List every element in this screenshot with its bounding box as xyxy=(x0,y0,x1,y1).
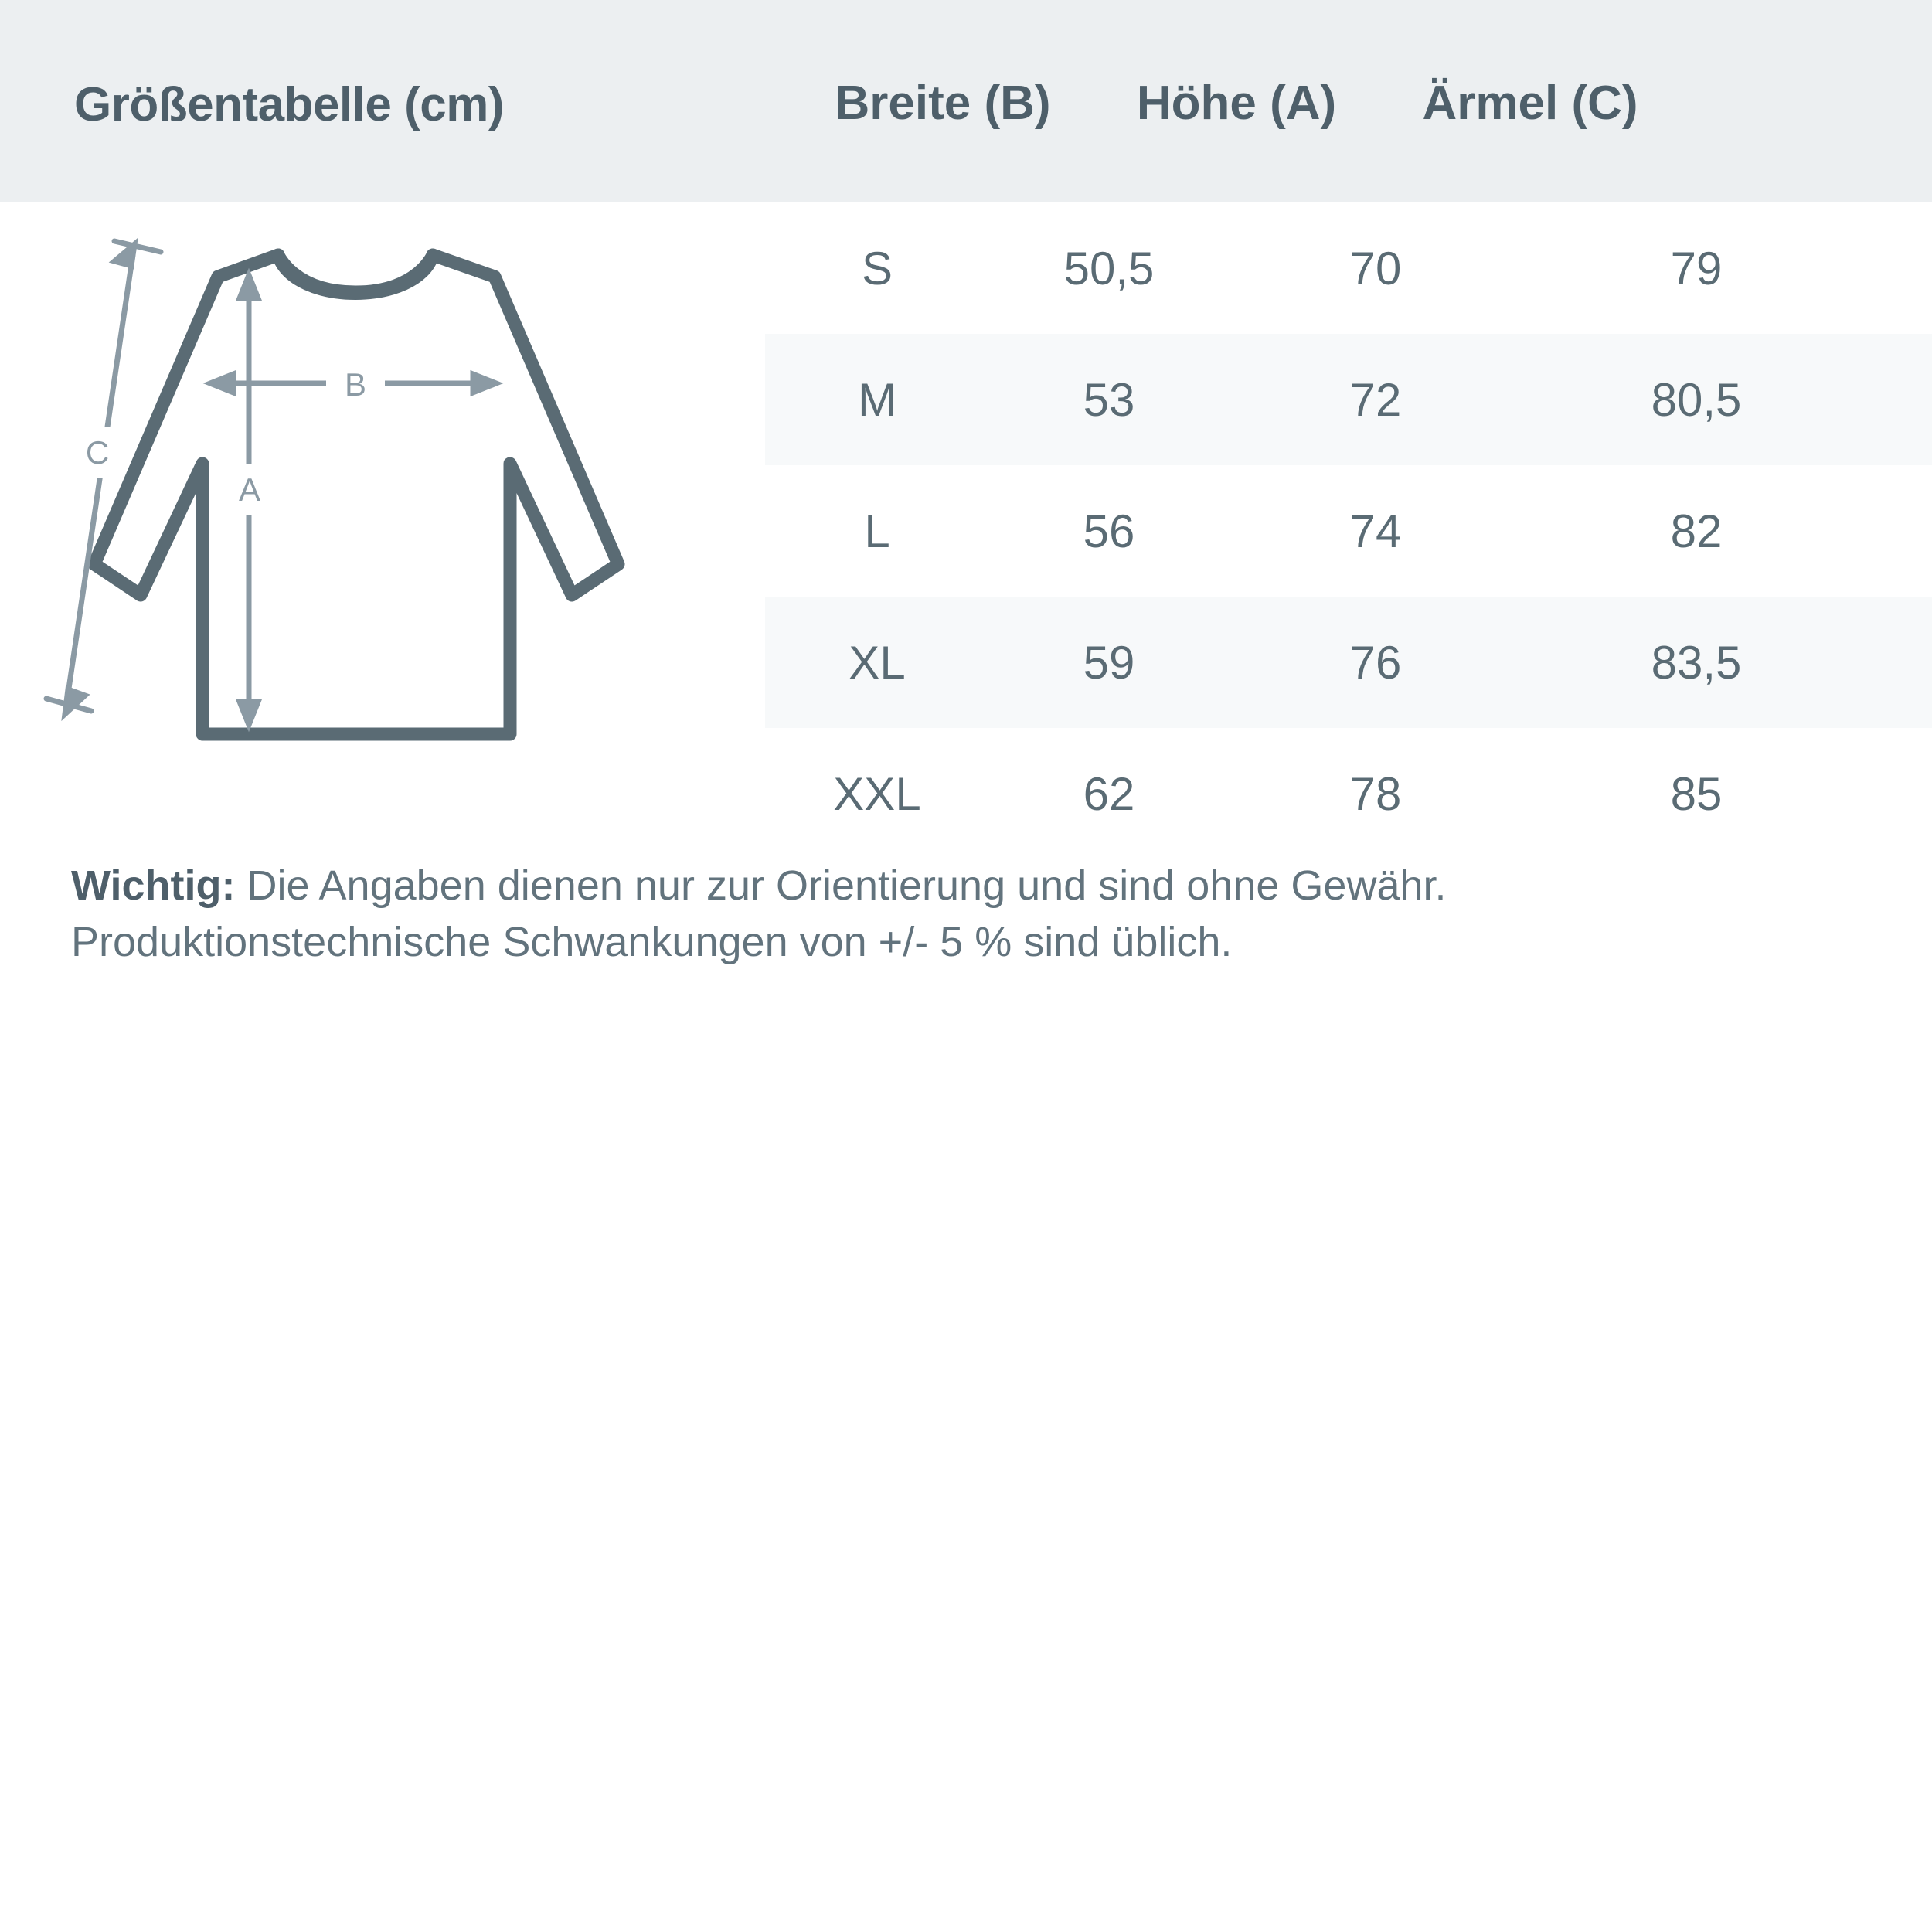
cell-sleeve: 85 xyxy=(1670,767,1723,820)
column-header-width: Breite (B) xyxy=(835,77,1051,130)
table-row xyxy=(765,728,1932,859)
table-row xyxy=(765,597,1932,728)
cell-size: M xyxy=(858,373,896,426)
measure-label-a: A xyxy=(238,471,261,508)
footnote-text: Die Angaben dienen nur zur Orientierung und sind ohne Gewähr. Produktionstechnische Schwankungen von +/- 5 % sind üblich. xyxy=(71,862,1447,965)
footnote xyxy=(71,858,1872,971)
table-row xyxy=(765,334,1932,465)
cell-size: XL xyxy=(849,636,906,689)
column-header-height: Höhe (A) xyxy=(1136,77,1337,130)
cell-size: L xyxy=(864,505,890,557)
cell-width: 59 xyxy=(1083,636,1135,689)
size-table xyxy=(765,202,1932,859)
measure-arrow-c xyxy=(46,241,161,714)
cell-sleeve: 80,5 xyxy=(1651,373,1742,426)
cell-height: 74 xyxy=(1349,505,1402,557)
cell-width: 62 xyxy=(1083,767,1135,820)
cell-height: 76 xyxy=(1349,636,1402,689)
cell-size: S xyxy=(861,242,893,294)
cell-sleeve: 82 xyxy=(1670,505,1723,557)
column-header-sleeve: Ärmel (C) xyxy=(1422,77,1638,130)
cell-width: 50,5 xyxy=(1063,242,1155,294)
table-row xyxy=(765,465,1932,597)
shirt-outline-icon xyxy=(94,255,618,734)
cell-width: 53 xyxy=(1083,373,1135,426)
footnote-lead: Wichtig: xyxy=(71,862,236,909)
table-row xyxy=(765,202,1932,334)
cell-size: XXL xyxy=(833,767,921,820)
cell-height: 70 xyxy=(1349,242,1402,294)
cell-sleeve: 79 xyxy=(1670,242,1723,294)
measure-label-b: B xyxy=(344,366,367,403)
cell-height: 78 xyxy=(1349,767,1402,820)
page-title: Größentabelle (cm) xyxy=(74,78,504,131)
measure-label-c: C xyxy=(85,434,110,471)
cell-width: 56 xyxy=(1083,505,1135,557)
column-headers xyxy=(788,76,1870,131)
garment-illustration xyxy=(31,232,757,788)
header-band xyxy=(0,0,1932,202)
cell-sleeve: 83,5 xyxy=(1651,636,1742,689)
cell-height: 72 xyxy=(1349,373,1402,426)
